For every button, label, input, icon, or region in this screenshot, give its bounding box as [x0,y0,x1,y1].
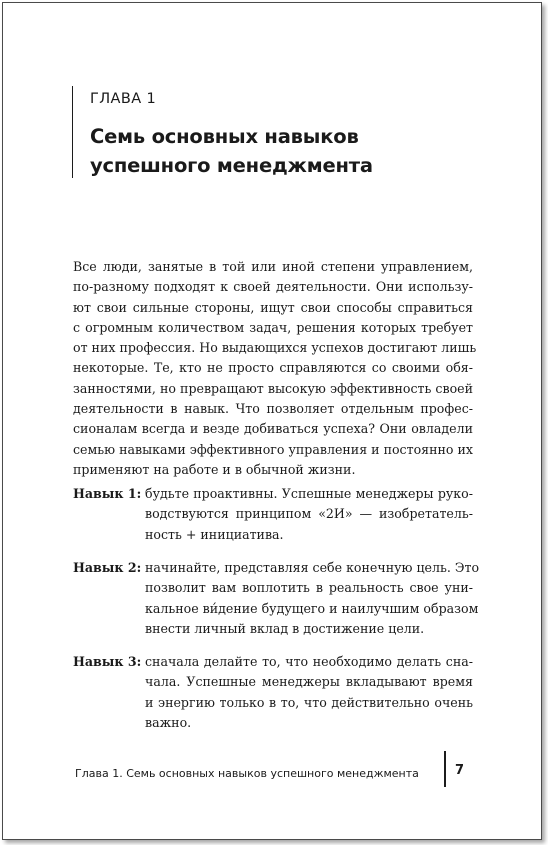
text-line: от них профессия. Но выдающихся успехов достигают лишь [73,340,477,356]
text-line: важно. [145,714,192,730]
text-line: водствуются принципом «2И» — изобретатель- [145,506,473,522]
chapter-title-line: успешного менеджмента [90,154,373,177]
skill-label: Навык 2: [73,560,142,575]
text-line: чала. Успешные менеджеры вкладывают время [145,674,473,690]
footer-divider [444,751,446,787]
skill-text [145,652,473,733]
text-line: будьте проактивны. Успешные менеджеры руко- [145,486,473,501]
text-line: ют свои сильные стороны, ищут свои способы справиться [73,299,473,315]
skill-text [145,484,473,545]
text-line: занностями, но превращают высокую эффективность своей [73,380,473,396]
text-line: и энергию только в то, что действительно очень [145,694,473,710]
running-footer: Глава 1. Семь основных навыков успешного менеджмента [75,767,419,780]
skill-text [145,558,480,639]
text-line: применяют на работе и в обычной жизни. [73,461,356,477]
text-line: Все люди, занятые в той или иной степени управлением, [73,259,473,274]
page-number: 7 [455,763,465,778]
text-line: позволит вам воплотить в реальность свое уни- [145,580,473,596]
text-line: семью навыками эффективного управления и постоянно их [73,441,473,457]
text-line: внести личный вклад в достижение цели. [145,620,425,636]
book-page [2,2,542,840]
text-line: сначала делайте то, что необходимо делать сна- [145,654,473,669]
skill-label: Навык 3: [73,654,142,669]
chapter-heading [72,86,373,178]
text-line: начинайте, представляя себе конечную цель. Это [145,560,480,575]
text-line: деятельности в навык. Что позволяет отдельным профес- [73,401,473,417]
text-line: некоторые. Те, кто не просто справляются со своими обя- [73,360,473,376]
text-line: с огромным количеством задач, решения которых требует [73,319,473,335]
text-line: по-разному подходят к своей деятельности. Они использу- [73,279,473,295]
intro-paragraph [73,257,477,480]
text-line: сионалам всегда и везде добиваться успеха? Они овладели [73,421,473,437]
text-line: ность + инициатива. [145,526,284,542]
skill-label: Навык 1: [73,486,142,501]
chapter-title-line: Семь основных навыков [90,125,359,148]
chapter-title [90,122,373,180]
chapter-label: ГЛАВА 1 [90,91,157,107]
text-line: кальное ви́дение будущего и наилучшим образом [145,600,479,616]
